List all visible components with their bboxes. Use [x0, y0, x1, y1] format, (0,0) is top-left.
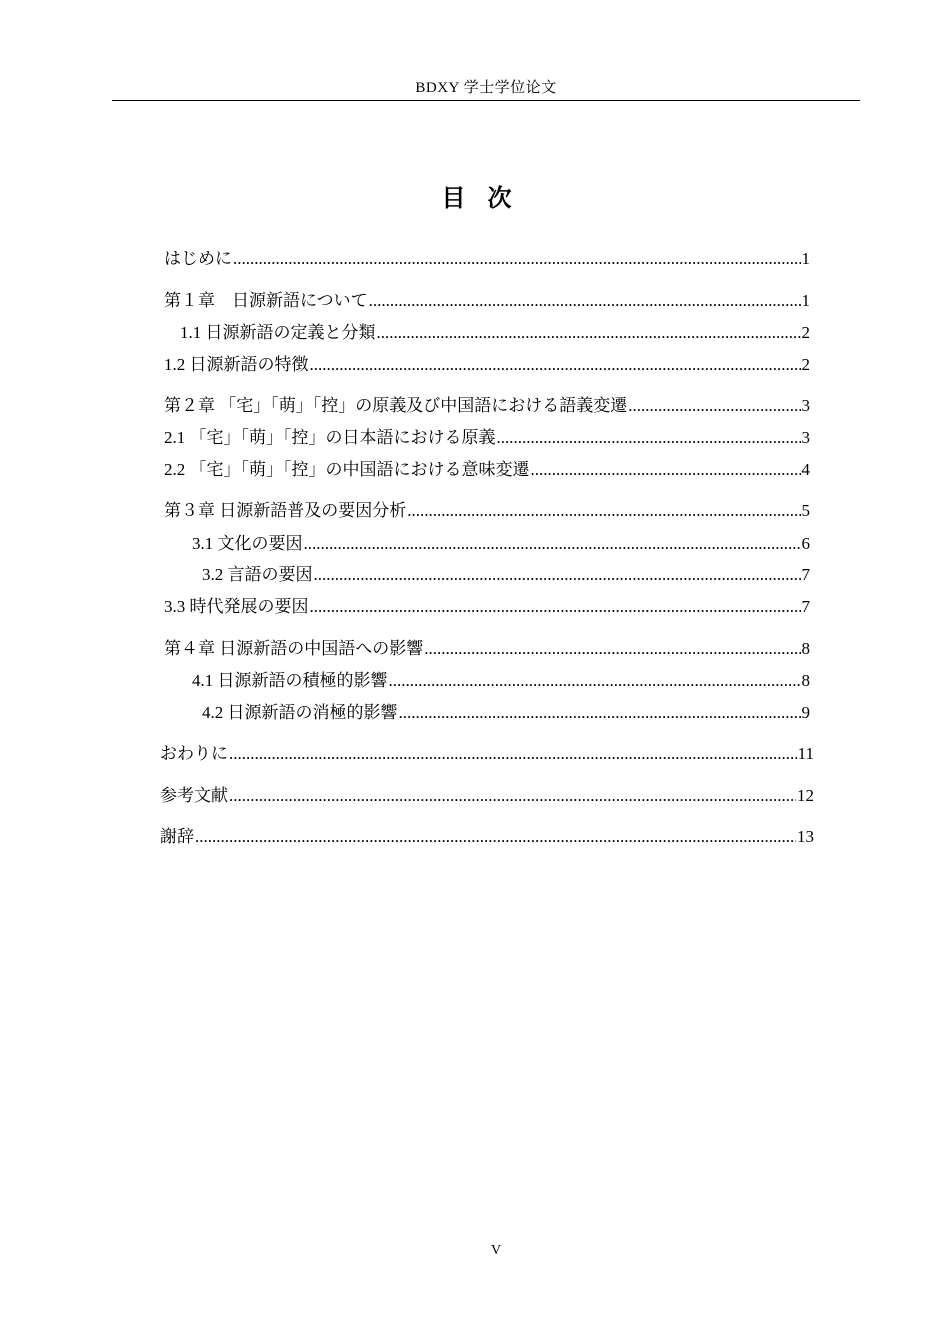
toc-leader-dots	[229, 784, 796, 808]
toc-entry-label: 第３章 日源新語普及の要因分析	[164, 501, 407, 520]
page-number: V	[490, 1243, 502, 1258]
toc-entry-page: 2	[801, 323, 810, 342]
toc-entry-section-2-2	[164, 458, 810, 482]
toc-leader-dots	[195, 825, 796, 849]
toc-entry-page: 3	[801, 428, 810, 447]
toc-entry-section-4-1	[192, 669, 810, 693]
toc-leader-dots	[310, 353, 801, 377]
toc-leader-dots	[377, 321, 801, 345]
toc-entry-page: 8	[801, 639, 810, 658]
toc-leader-dots	[389, 669, 801, 693]
toc-leader-dots	[424, 637, 800, 661]
toc-leader-dots	[407, 499, 800, 523]
toc-entry-page: 1	[801, 249, 810, 268]
toc-leader-dots	[229, 742, 797, 766]
toc-entry-label: 3.1 文化の要因	[192, 534, 303, 553]
toc-entry-section-2-1	[164, 426, 810, 450]
toc-entry-label: 第１章 日源新語について	[164, 291, 368, 310]
toc-entry-label: 3.3 時代発展の要因	[164, 597, 309, 616]
toc-entry-page: 2	[801, 355, 810, 374]
page-title: 目次	[441, 186, 534, 212]
toc-entry-references	[160, 784, 814, 808]
toc-entry-chapter-3	[164, 499, 810, 523]
toc-leader-dots	[310, 595, 801, 619]
toc-entry-page: 9	[801, 703, 810, 722]
toc-entry-section-3-2	[202, 563, 810, 587]
toc-entry-page: 13	[797, 827, 814, 846]
toc-entry-page: 11	[797, 744, 814, 763]
toc-entry-chapter-1	[164, 289, 810, 313]
toc-entry-label: 第２章 「宅」「萌」「控」の原義及び中国語における語義変遷	[164, 396, 628, 415]
toc-entry-chapter-2	[164, 394, 810, 418]
toc-entry-page: 4	[801, 460, 810, 479]
toc-entry-label: 第４章 日源新語の中国語への影響	[164, 639, 424, 658]
toc-entry-label: 1.2 日源新語の特徴	[164, 355, 309, 374]
toc-leader-dots	[369, 289, 801, 313]
toc-entry-label: 4.1 日源新語の積極的影響	[192, 671, 388, 690]
toc-entry-label: はじめに	[164, 249, 232, 268]
toc-entry-page: 6	[801, 534, 810, 553]
toc-entry-label: 謝辞	[160, 827, 194, 846]
toc-entry-page: 7	[801, 565, 810, 584]
toc-leader-dots	[628, 394, 800, 418]
toc-leader-dots	[304, 532, 801, 556]
toc-entry-label: 2.1 「宅」「萌」「控」の日本語における原義	[164, 428, 496, 447]
toc-entry-label: 2.2 「宅」「萌」「控」の中国語における意味変遷	[164, 460, 530, 479]
toc-leader-dots	[233, 247, 801, 271]
toc-entry-page: 5	[801, 501, 810, 520]
toc-leader-dots	[531, 458, 801, 482]
toc-entry-label: 3.2 言語の要因	[202, 565, 313, 584]
toc-entry-page: 1	[801, 291, 810, 310]
toc-entry-chapter-4	[164, 637, 810, 661]
toc-entry-section-4-2	[202, 701, 810, 725]
toc-entry-page: 12	[797, 786, 814, 805]
toc-entry-acknowledgements	[160, 825, 814, 849]
toc-entry-introduction	[164, 247, 810, 271]
toc-entry-section-1-1	[180, 321, 810, 345]
toc-leader-dots	[399, 701, 801, 725]
toc-entry-conclusion	[160, 742, 814, 766]
toc-entry-label: 4.2 日源新語の消極的影響	[202, 703, 398, 722]
toc-entry-label: おわりに	[160, 744, 228, 763]
running-header: BDXY 学士学位论文	[415, 80, 557, 96]
toc-leader-dots	[497, 426, 801, 450]
toc-entry-section-3-1	[192, 532, 810, 556]
toc-entry-label: 1.1 日源新語の定義と分類	[180, 323, 376, 342]
toc-entry-page: 8	[801, 671, 810, 690]
header-rule	[112, 100, 860, 101]
toc-leader-dots	[314, 563, 801, 587]
toc-entry-label: 参考文献	[160, 786, 228, 805]
toc-entry-section-3-3	[164, 595, 810, 619]
toc-entry-section-1-2	[164, 353, 810, 377]
toc-entry-page: 3	[801, 396, 810, 415]
toc-entry-page: 7	[801, 597, 810, 616]
